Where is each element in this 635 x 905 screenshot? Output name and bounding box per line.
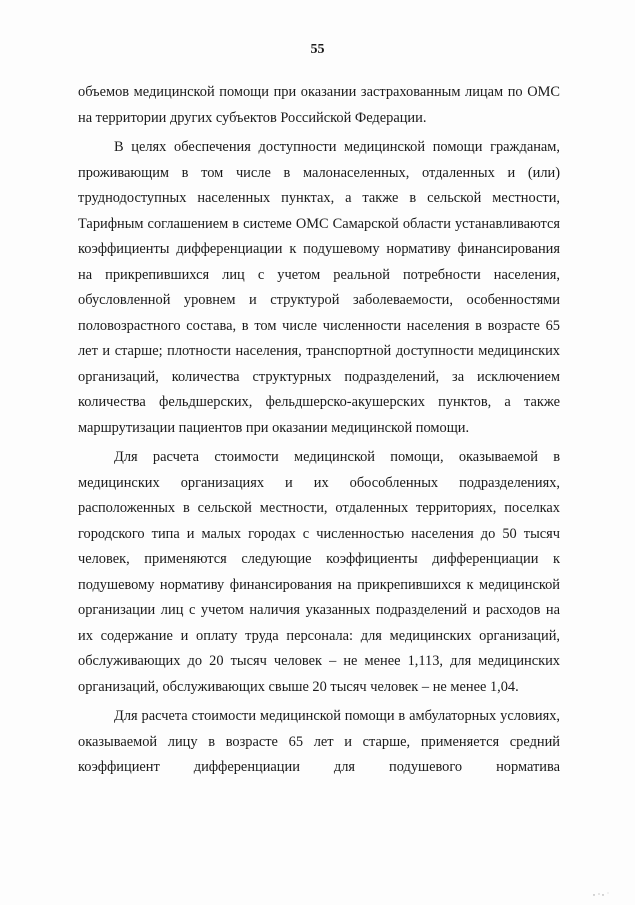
paragraph-elderly-coefficient: Для расчета стоимости медицинской помощи в амбулаторных условиях, оказываемой лицу в возрасте 65 лет и старше, применяется средний коэффициент дифференциации для подушевого норматива (78, 708, 560, 775)
paragraph-rural-coefficients: Для расчета стоимости медицинской помощи, оказываемой в медицинских организациях и их обособленных подразделениях, расположенных в сельской местности, отдаленных территориях, поселках городского типа и малых городах с численностью населения до 50 тысяч человек, применяются следующие коэффициенты дифференциации к подушевому нормативу финансирования на прикрепившихся к медицинской организации лиц с учетом наличия указанных подразделений и расходов на их содержание и оплату труда персонала: для медицинских организаций, обслуживающих до 20 тысяч человек – не менее 1,113, для медицинских организаций, обслуживающих свыше 20 тысяч человек – не менее 1,04. (78, 449, 560, 695)
page-number: 55 (310, 42, 325, 57)
scan-artifact-mark (591, 891, 611, 897)
paragraph-accessibility-coefficients: В целях обеспечения доступности медицинской помощи гражданам, проживающим в том числе в малонаселенных, отдаленных и (или) труднодоступных населенных пунктах, а также в сельской местности, Тарифным соглашением в системе ОМС Самарской области устанавливаются коэффициенты дифференциации к подушевому нормативу финансирования на прикрепившихся лиц с учетом реальной потребности населения, обусловленной уровнем и структурой заболеваемости, особенностями половозрастного состава, в том числе численности населения в возрасте 65 лет и старше; плотности населения, транспортной доступности медицинских организаций, количества структурных подразделений, за исключением количества фельдшерских, фельдшерско-акушерских пунктов, а также маршрутизации пациентов при оказании медицинской помощи. (78, 139, 560, 436)
document-body (78, 80, 560, 785)
paragraph-continuation: объемов медицинской помощи при оказании застрахованным лицам по ОМС на территории других субъектов Российской Федерации. (78, 84, 560, 126)
